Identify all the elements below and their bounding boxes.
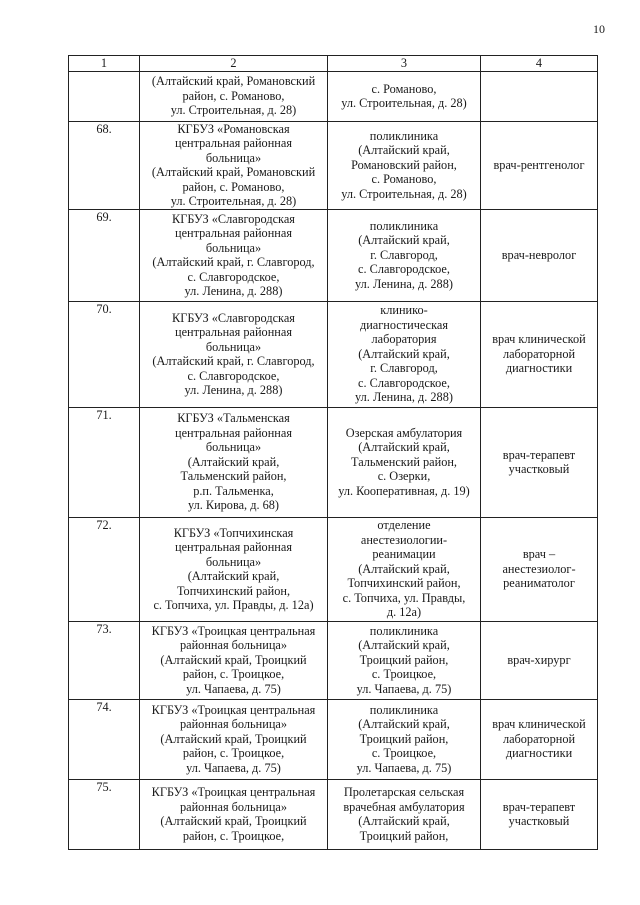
- unit-line: Троицкий район,: [359, 828, 449, 843]
- organization-line: центральная районная: [175, 136, 292, 150]
- position-cell: [481, 517, 598, 621]
- organization-line: с. Топчиха, ул. Правды, д. 12а): [153, 598, 314, 612]
- organization-line: КГБУЗ «Тальменская: [177, 411, 290, 426]
- organization-line: больница»: [205, 150, 262, 165]
- unit-line: врачебная амбулатория: [343, 799, 465, 814]
- position-cell: [481, 621, 598, 699]
- unit-line: ул. Чапаева, д. 75): [356, 760, 452, 775]
- unit-cell: [328, 121, 481, 209]
- table-row: [69, 621, 598, 699]
- unit-line: (Алтайский край,: [358, 814, 450, 828]
- unit-line: отделение: [377, 518, 431, 533]
- header-cell-3: 3: [328, 56, 481, 72]
- organization-line: (Алтайский край, г. Славгород,: [152, 354, 315, 368]
- unit-line: г. Славгород,: [370, 247, 438, 262]
- position-line: лабораторной: [502, 346, 576, 361]
- organization-line: КГБУЗ «Славгородская: [172, 211, 295, 226]
- unit-line: (Алтайский край,: [358, 440, 450, 455]
- organization-cell: [140, 71, 328, 121]
- position-line: врач клинической: [492, 717, 586, 732]
- unit-line: (Алтайский край,: [358, 717, 450, 732]
- unit-line: (Алтайский край,: [358, 638, 450, 653]
- position-cell: [481, 779, 598, 849]
- unit-line: ул. Ленина, д. 288): [355, 276, 453, 291]
- position-cell: [481, 301, 598, 407]
- organization-cell: [140, 301, 328, 407]
- organization-line: районная больница»: [179, 799, 288, 814]
- unit-line: лаборатория: [371, 332, 437, 347]
- organization-line: КГБУЗ «Троицкая центральная: [151, 623, 316, 638]
- unit-line: с. Романово,: [371, 172, 437, 187]
- organization-cell: [140, 517, 328, 621]
- unit-line: (Алтайский край,: [358, 143, 450, 158]
- position-cell: [481, 407, 598, 517]
- organization-line: ул. Ленина, д. 288): [184, 284, 283, 298]
- organization-cell: [140, 621, 328, 699]
- organization-line: центральная районная: [175, 325, 292, 339]
- unit-line: ул. Строительная, д. 28): [341, 96, 467, 110]
- table-row: [69, 301, 598, 407]
- position-line: реаниматолог: [503, 576, 575, 591]
- position-line: участковый: [508, 814, 570, 828]
- position-cell: [481, 699, 598, 779]
- header-cell-4: 4: [481, 56, 598, 72]
- organization-line: район, с. Троицкое,: [182, 667, 285, 682]
- organization-cell: [140, 779, 328, 849]
- header-cell-2: 2: [140, 56, 328, 72]
- organization-line: Топчихинский район,: [176, 583, 291, 598]
- unit-line: поликлиника: [369, 218, 439, 233]
- unit-line: диагностическая: [359, 317, 449, 332]
- organization-line: район, с. Троицкое,: [182, 828, 285, 843]
- table-row: [69, 779, 598, 849]
- organization-line: ул. Чапаева, д. 75): [186, 681, 281, 696]
- organization-line: больница»: [205, 554, 262, 569]
- unit-line: с. Озерки,: [377, 469, 431, 484]
- header-row: [69, 56, 598, 72]
- organization-line: Тальменский район,: [180, 469, 287, 484]
- unit-line: ул. Ленина, д. 288): [355, 390, 453, 405]
- position-cell: [481, 71, 598, 121]
- row-number: 75.: [69, 779, 140, 849]
- organization-cell: [140, 407, 328, 517]
- unit-cell: [328, 71, 481, 121]
- table-row: [69, 121, 598, 209]
- row-number: 74.: [69, 699, 140, 779]
- unit-cell: [328, 517, 481, 621]
- position-line: диагностики: [505, 361, 573, 376]
- position-line: диагностики: [505, 746, 573, 761]
- row-number: 70.: [69, 301, 140, 407]
- unit-line: с. Троицкое,: [371, 667, 437, 682]
- header-cell-1: 1: [69, 56, 140, 72]
- organization-line: (Алтайский край, г. Славгород,: [152, 255, 315, 269]
- position-line: лабораторной: [502, 731, 576, 746]
- unit-line: поликлиника: [369, 128, 439, 143]
- position-line: врач клинической: [492, 332, 586, 347]
- organization-cell: [140, 699, 328, 779]
- unit-line: реанимации: [372, 547, 436, 562]
- row-number: 72.: [69, 517, 140, 621]
- organization-line: районная больница»: [179, 717, 288, 732]
- organization-line: (Алтайский край, Троицкий: [160, 731, 307, 746]
- unit-line: с. Топчиха, ул. Правды,: [342, 590, 466, 605]
- table-row: [69, 209, 598, 301]
- unit-cell: [328, 407, 481, 517]
- page-number: 10: [593, 22, 605, 36]
- organization-line: (Алтайский край,: [187, 454, 280, 469]
- organization-line: с. Славгородское,: [187, 368, 280, 383]
- unit-line: Пролетарская сельская: [343, 785, 465, 799]
- unit-line: поликлиника: [369, 702, 439, 717]
- organization-line: КГБУЗ «Топчихинская: [173, 525, 294, 540]
- positions-table: [68, 55, 598, 850]
- organization-line: с. Славгородское,: [187, 269, 280, 284]
- organization-line: КГБУЗ «Троицкая центральная: [151, 702, 316, 717]
- organization-line: (Алтайский край, Троицкий: [160, 652, 307, 667]
- row-number: 73.: [69, 621, 140, 699]
- organization-line: район, с. Романово,: [182, 88, 285, 103]
- row-number: 68.: [69, 121, 140, 209]
- position-line: врач-хирург: [507, 652, 571, 667]
- organization-cell: [140, 121, 328, 209]
- table-row: [69, 71, 598, 121]
- organization-line: ул. Чапаева, д. 75): [186, 760, 281, 775]
- position-line: врач-рентгенолог: [493, 157, 585, 172]
- unit-line: (Алтайский край,: [358, 233, 450, 248]
- row-number: 71.: [69, 407, 140, 517]
- organization-line: (Алтайский край, Романовский: [151, 165, 316, 179]
- unit-cell: [328, 209, 481, 301]
- organization-cell: [140, 209, 328, 301]
- unit-line: Романовский район,: [351, 157, 457, 172]
- position-line: анестезиолог-: [502, 561, 576, 576]
- organization-line: КГБУЗ «Славгородская: [172, 310, 295, 325]
- position-line: врач-терапевт: [502, 447, 576, 462]
- table-body: [69, 71, 598, 849]
- organization-line: больница»: [205, 339, 262, 354]
- unit-line: поликлиника: [369, 623, 439, 638]
- table-row: [69, 407, 598, 517]
- unit-cell: [328, 301, 481, 407]
- organization-line: ул. Кирова, д. 68): [187, 498, 280, 513]
- organization-line: район, с. Троицкое,: [182, 746, 285, 761]
- unit-line: г. Славгород,: [370, 361, 438, 376]
- organization-line: ул. Ленина, д. 288): [184, 383, 283, 397]
- unit-line: ул. Чапаева, д. 75): [356, 681, 452, 696]
- unit-line: Тальменский район,: [351, 454, 457, 469]
- unit-line: д. 12а): [386, 605, 422, 620]
- unit-line: анестезиологии-: [360, 532, 448, 547]
- unit-line: ул. Кооперативная, д. 19): [338, 483, 470, 498]
- unit-line: Топчихинский район,: [347, 576, 461, 591]
- organization-line: районная больница»: [179, 638, 288, 653]
- unit-line: (Алтайский край,: [358, 561, 450, 576]
- organization-line: КГБУЗ «Романовская: [177, 121, 290, 136]
- unit-cell: [328, 621, 481, 699]
- position-line: участковый: [508, 462, 570, 476]
- unit-cell: [328, 699, 481, 779]
- unit-line: с. Троицкое,: [371, 746, 437, 761]
- unit-line: (Алтайский край,: [358, 346, 450, 361]
- organization-line: (Алтайский край, Троицкий: [160, 814, 307, 828]
- unit-line: с. Славгородское,: [358, 375, 450, 390]
- unit-line: Озерская амбулатория: [345, 425, 463, 440]
- organization-line: КГБУЗ «Троицкая центральная: [151, 785, 316, 799]
- organization-line: центральная районная: [175, 425, 292, 440]
- table-row: [69, 517, 598, 621]
- position-line: врач –: [522, 547, 556, 562]
- row-number: 69.: [69, 209, 140, 301]
- organization-line: (Алтайский край,: [187, 569, 280, 583]
- unit-cell: [328, 779, 481, 849]
- organization-line: район, с. Романово,: [182, 179, 285, 194]
- unit-line: ул. Строительная, д. 28): [341, 186, 467, 201]
- unit-line: Троицкий район,: [359, 652, 449, 667]
- position-cell: [481, 209, 598, 301]
- organization-line: р.п. Тальменка,: [193, 483, 274, 498]
- organization-line: ул. Строительная, д. 28): [170, 194, 297, 208]
- unit-line: с. Романово,: [371, 81, 437, 96]
- position-line: врач-невролог: [501, 247, 577, 262]
- organization-line: центральная районная: [175, 226, 292, 240]
- unit-line: с. Славгородское,: [358, 262, 450, 277]
- organization-line: центральная районная: [175, 540, 292, 554]
- unit-line: клинико-: [380, 303, 428, 318]
- organization-line: (Алтайский край, Романовский: [151, 74, 316, 89]
- table-row: [69, 699, 598, 779]
- row-number: [69, 71, 140, 121]
- unit-line: Троицкий район,: [359, 731, 449, 746]
- position-line: врач-терапевт: [502, 799, 576, 814]
- organization-line: ул. Строительная, д. 28): [170, 103, 297, 118]
- organization-line: больница»: [205, 440, 262, 455]
- position-cell: [481, 121, 598, 209]
- organization-line: больница»: [205, 240, 262, 255]
